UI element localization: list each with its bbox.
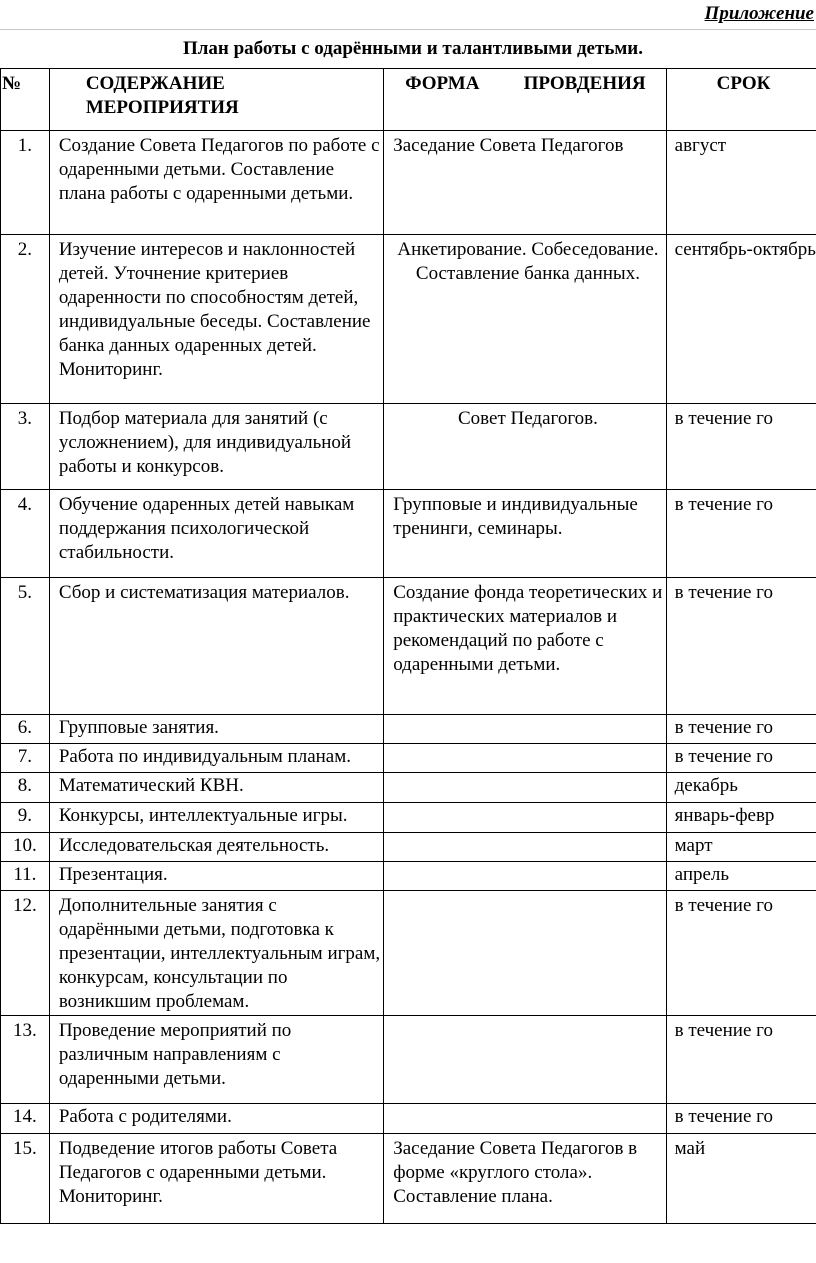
row-form xyxy=(384,833,666,862)
table-row xyxy=(1,131,816,235)
row-number: 14. xyxy=(1,1104,50,1134)
row-number: 5. xyxy=(1,578,50,715)
row-number: 4. xyxy=(1,490,50,578)
table-row xyxy=(1,891,816,1016)
row-term: в течение го xyxy=(666,578,816,715)
row-number: 13. xyxy=(1,1016,50,1104)
header-form: ФОРМА ПРОВДЕНИЯ xyxy=(384,69,666,131)
divider xyxy=(0,29,816,30)
row-form: Совет Педагогов. xyxy=(384,404,666,490)
row-term: в течение го xyxy=(666,490,816,578)
row-form xyxy=(384,715,666,744)
table-row xyxy=(1,1016,816,1104)
row-form: Заседание Совета Педагогов в форме «круглого стола». Составление плана. xyxy=(384,1134,666,1224)
row-term: в течение го xyxy=(666,1016,816,1104)
table-row xyxy=(1,1104,816,1134)
row-form xyxy=(384,744,666,773)
row-number: 2. xyxy=(1,235,50,404)
row-content: Конкурсы, интеллектуальные игры. xyxy=(49,803,383,833)
row-term: апрель xyxy=(666,862,816,891)
row-content: Презентация. xyxy=(49,862,383,891)
row-number: 9. xyxy=(1,803,50,833)
table-row xyxy=(1,235,816,404)
table-row xyxy=(1,862,816,891)
row-number: 6. xyxy=(1,715,50,744)
row-form: Групповые и индивидуальные тренинги, семинары. xyxy=(384,490,666,578)
table-row xyxy=(1,744,816,773)
table-row xyxy=(1,715,816,744)
header-content: СОДЕРЖАНИЕ МЕРОПРИЯТИЯ xyxy=(49,69,383,131)
row-number: 3. xyxy=(1,404,50,490)
table-row xyxy=(1,803,816,833)
row-form xyxy=(384,773,666,803)
row-content: Проведение мероприятий по различным направлениям с одаренными детьми. xyxy=(49,1016,383,1104)
row-content: Сбор и систематизация материалов. xyxy=(49,578,383,715)
row-content: Работа по индивидуальным планам. xyxy=(49,744,383,773)
document-title: План работы с одарёнными и талантливыми детьми. xyxy=(182,38,644,59)
row-term: в течение го xyxy=(666,891,816,1016)
row-term: декабрь xyxy=(666,773,816,803)
row-term: январь-февр xyxy=(666,803,816,833)
row-number: 8. xyxy=(1,773,50,803)
row-term: август xyxy=(666,131,816,235)
row-term: март xyxy=(666,833,816,862)
table-row xyxy=(1,578,816,715)
plan-table xyxy=(0,68,816,1224)
row-content: Подведение итогов работы Совета Педагогов с одаренными детьми. Мониторинг. xyxy=(49,1134,383,1224)
row-number: 7. xyxy=(1,744,50,773)
table-row xyxy=(1,833,816,862)
appendix-label: Приложение xyxy=(704,3,814,24)
row-number: 12. xyxy=(1,891,50,1016)
row-term: май xyxy=(666,1134,816,1224)
table-row xyxy=(1,404,816,490)
row-term: в течение го xyxy=(666,404,816,490)
row-form xyxy=(384,1104,666,1134)
table-row xyxy=(1,1134,816,1224)
table-header-row xyxy=(1,69,816,131)
row-number: 1. xyxy=(1,131,50,235)
row-form xyxy=(384,803,666,833)
row-number: 15. xyxy=(1,1134,50,1224)
header-term: СРОК xyxy=(666,69,816,131)
row-content: Изучение интересов и наклонностей детей. Уточнение критериев одаренности по способностям детей, индивидуальные беседы. Составление банка данных одаренных детей. Мониторинг. xyxy=(49,235,383,404)
row-content: Создание Совета Педагогов по работе с одаренными детьми. Составление плана работы с одаренными детьми. xyxy=(49,131,383,235)
row-form xyxy=(384,891,666,1016)
table-row xyxy=(1,773,816,803)
row-form xyxy=(384,862,666,891)
row-content: Исследовательская деятельность. xyxy=(49,833,383,862)
row-content: Подбор материала для занятий (с усложнением), для индивидуальной работы и конкурсов. xyxy=(49,404,383,490)
table-row xyxy=(1,490,816,578)
row-form xyxy=(384,1016,666,1104)
row-form: Создание фонда теоретических и практических материалов и рекомендаций по работе с одаренными детьми. xyxy=(384,578,666,715)
row-content: Групповые занятия. xyxy=(49,715,383,744)
row-number: 11. xyxy=(1,862,50,891)
row-content: Дополнительные занятия с одарёнными детьми, подготовка к презентации, интеллектуальным играм, конкурсам, консультации по возникшим проблемам. xyxy=(49,891,383,1016)
row-content: Работа с родителями. xyxy=(49,1104,383,1134)
row-content: Обучение одаренных детей навыкам поддержания психологической стабильности. xyxy=(49,490,383,578)
row-term: в течение го xyxy=(666,1104,816,1134)
row-term: в течение го xyxy=(666,744,816,773)
row-form: Заседание Совета Педагогов xyxy=(384,131,666,235)
row-term: в течение го xyxy=(666,715,816,744)
header-num: № xyxy=(1,69,50,131)
row-term: сентябрь-октябрь xyxy=(666,235,816,404)
row-form: Анкетирование. Собеседование. Составление банка данных. xyxy=(384,235,666,404)
row-content: Математический КВН. xyxy=(49,773,383,803)
row-number: 10. xyxy=(1,833,50,862)
